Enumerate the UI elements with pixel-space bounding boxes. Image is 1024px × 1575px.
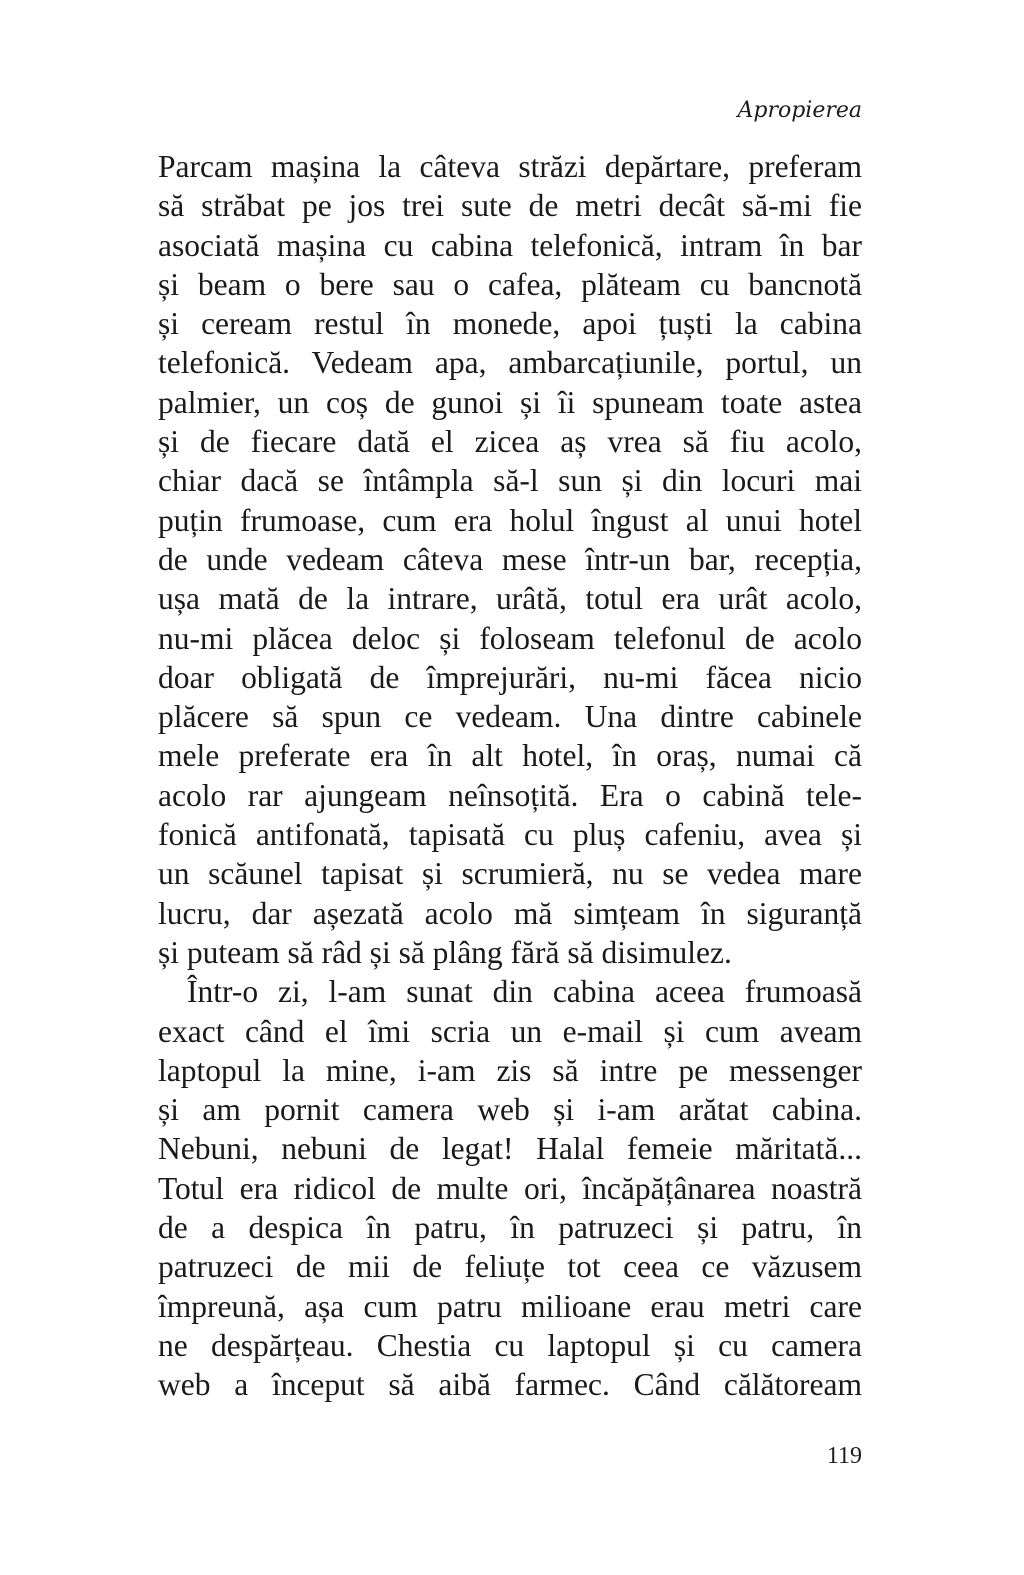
text-line: și beam o bere sau o cafea, plăteam cu bancnotă [158, 266, 862, 302]
text-line: mele preferate era în alt hotel, în oraș, numai că [158, 738, 862, 774]
text-line: împreună, așa cum patru milioane erau metri care [158, 1288, 862, 1324]
text-line: chiar dacă se întâmpla să-l sun și din locuri mai [158, 463, 862, 499]
text-line: fonică antifonată, tapisată cu pluș cafeniu, avea și [158, 817, 862, 853]
text-line: puțin frumoase, cum era holul îngust al unui hotel [158, 502, 862, 538]
page-number: 119 [826, 1443, 862, 1469]
running-header: Apropierea [737, 98, 862, 123]
text-line: Parcam mașina la câteva străzi depărtare, preferam [158, 149, 862, 184]
text-line: laptopul la mine, i-am zis să intre pe messenger [158, 1052, 862, 1088]
text-line: să străbat pe jos trei sute de metri decât să-mi fie [158, 188, 862, 224]
text-line: acolo rar ajungeam neînsoțită. Era o cabină tele- [158, 777, 862, 813]
text-line: asociată mașina cu cabina telefonică, intram în bar [158, 227, 862, 263]
text-line: plăcere să spun ce vedeam. Una dintre cabinele [158, 699, 862, 735]
text-line: și puteam să râd și să plâng fără să disimulez. [158, 934, 732, 970]
text-line: și am pornit camera web și i-am arătat cabina. [158, 1092, 862, 1128]
text-line: doar obligată de împrejurări, nu-mi făcea nicio [158, 659, 862, 695]
text-line: web a început să aibă farmec. Când călătoream [158, 1367, 862, 1403]
text-line: Într-o zi, l-am sunat din cabina aceea frumoasă [187, 974, 862, 1010]
text-line: Nebuni, nebuni de legat! Halal femeie măritată... [158, 1131, 862, 1167]
text-line: lucru, dar așezată acolo mă simțeam în siguranță [158, 895, 862, 931]
text-line: de a despica în patru, în patruzeci și patru, în [158, 1210, 862, 1246]
text-line: nu-mi plăcea deloc și foloseam telefonul de acolo [158, 620, 862, 656]
text-line: și ceream restul în monede, apoi țuști la cabina [158, 306, 862, 342]
text-line: Totul era ridicol de multe ori, încăpățânarea noastră [158, 1170, 862, 1206]
text-line: de unde vedeam câteva mese într-un bar, recepția, [158, 541, 862, 577]
text-line: ușa mată de la intrare, urâtă, totul era urât acolo, [158, 581, 862, 617]
text-line: telefonică. Vedeam apa, ambarcațiunile, portul, un [158, 345, 862, 381]
text-line: patruzeci de mii de feliuțe tot ceea ce văzusem [158, 1249, 862, 1285]
body-text [158, 147, 862, 1405]
text-line: și de fiecare dată el zicea aș vrea să fiu acolo, [158, 424, 862, 460]
text-line: ne despărțeau. Chestia cu laptopul și cu camera [158, 1327, 862, 1363]
text-line: exact când el îmi scria un e-mail și cum aveam [158, 1013, 862, 1049]
text-line: un scăunel tapisat și scrumieră, nu se vedea mare [158, 856, 862, 892]
text-line: palmier, un coș de gunoi și îi spuneam toate astea [158, 384, 862, 420]
